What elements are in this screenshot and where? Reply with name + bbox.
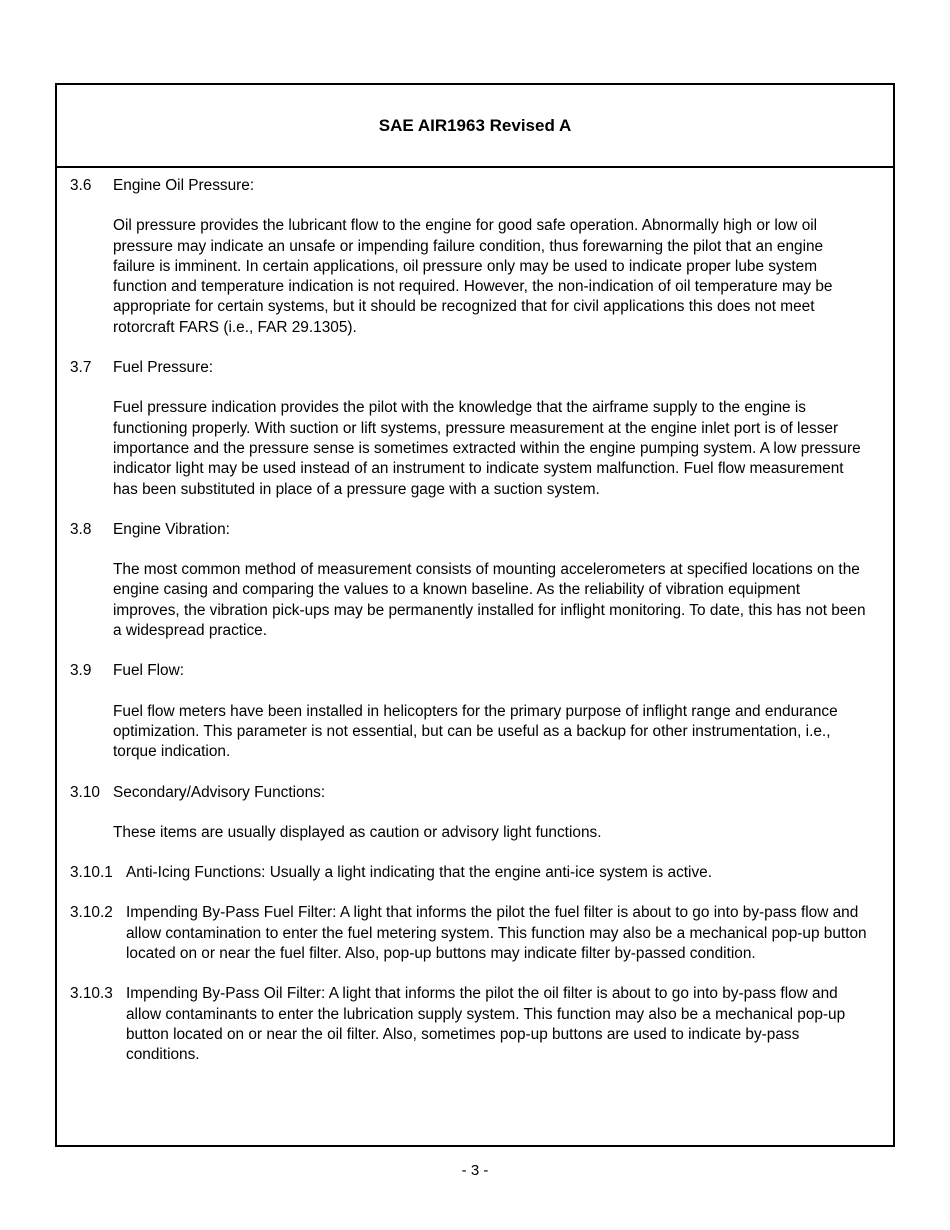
section-heading-3-6 (70, 176, 893, 196)
subsection-text: Impending By-Pass Oil Filter: A light that informs the pilot the oil filter is about to go into by-pass flow and allow contaminants to enter the lubrication supply system. This function may also be a mechanical pop-up button located on or near the oil filter. Also, sometimes pop-up buttons are used to indicate by-pass conditions. (126, 985, 846, 1064)
section-title: Engine Vibration: (113, 520, 230, 538)
page-frame (55, 83, 895, 1147)
document-title: SAE AIR1963 Revised A (378, 115, 572, 135)
subsection-number: 3.10.2 (70, 904, 113, 922)
subsection-text: Impending By-Pass Fuel Filter: A light that informs the pilot the fuel filter is about to go into by-pass flow and allow contamination to enter the fuel metering system. This function may also be a mechanical pop-up button located on or near the fuel filter. Also, pop-up buttons may indicate filter by-passed condition. (126, 904, 867, 963)
subsection-3-10-3 (70, 984, 867, 1065)
subsection-3-10-1 (70, 863, 867, 883)
document-body (57, 168, 893, 1066)
section-heading-3-10 (70, 783, 893, 803)
subsection-number: 3.10.3 (70, 985, 113, 1003)
section-paragraph: These items are usually displayed as caution or advisory light functions. (113, 823, 602, 841)
section-paragraph: Fuel pressure indication provides the pilot with the knowledge that the airframe supply to the engine is functioning properly. With suction or lift systems, pressure measurement at the engine inlet port is of lesser importance and the pressure sense is sometimes extracted within the engine pumping system. A low pressure indicator light may be used instead of an instrument to indicate system malfunction. Fuel flow measurement has been substituted in place of a pressure gage with a suction system. (113, 399, 861, 498)
section-number: 3.8 (70, 520, 92, 538)
section-number: 3.7 (70, 359, 92, 377)
page-number: - 3 - (461, 1162, 489, 1179)
page-header (57, 85, 893, 168)
section-heading-3-9 (70, 661, 893, 681)
section-title: Fuel Flow: (113, 662, 184, 680)
section-heading-3-8 (70, 520, 893, 540)
section-title: Secondary/Advisory Functions: (113, 783, 326, 801)
section-title: Engine Oil Pressure: (113, 177, 255, 194)
section-number: 3.10 (70, 783, 100, 801)
section-number: 3.9 (70, 662, 92, 680)
section-title: Fuel Pressure: (113, 359, 214, 377)
section-number: 3.6 (70, 177, 92, 194)
section-heading-3-7 (70, 358, 893, 378)
section-paragraph: Fuel flow meters have been installed in helicopters for the primary purpose of inflight range and endurance optimization. This parameter is not essential, but can be useful as a backup for other instrumentation, i.e., torque indication. (113, 702, 838, 761)
subsection-text: Anti-Icing Functions: Usually a light indicating that the engine anti-ice system is active. (126, 864, 712, 882)
section-paragraph: The most common method of measurement consists of mounting accelerometers at specified locations on the engine casing and comparing the values to a known baseline. As the reliability of vibration equipment improves, the vibration pick-ups may be permanently installed for inflight monitoring. To date, this has not been a widespread practice. (113, 561, 866, 640)
subsection-3-10-2 (70, 903, 867, 964)
subsection-number: 3.10.1 (70, 864, 113, 882)
section-paragraph: Oil pressure provides the lubricant flow to the engine for good safe operation. Abnormally high or low oil pressure may indicate an unsafe or impending failure condition, thus forewarning the pilot that an engine failure is imminent. In certain applications, oil pressure only may be used to indicate proper lube system function and temperature indication is not required. However, the non-indication of oil temperature may be appropriate for certain systems, but it should be recognized that for civil applications this does not meet rotorcraft FARS (i.e., FAR 29.1305). (113, 217, 833, 336)
